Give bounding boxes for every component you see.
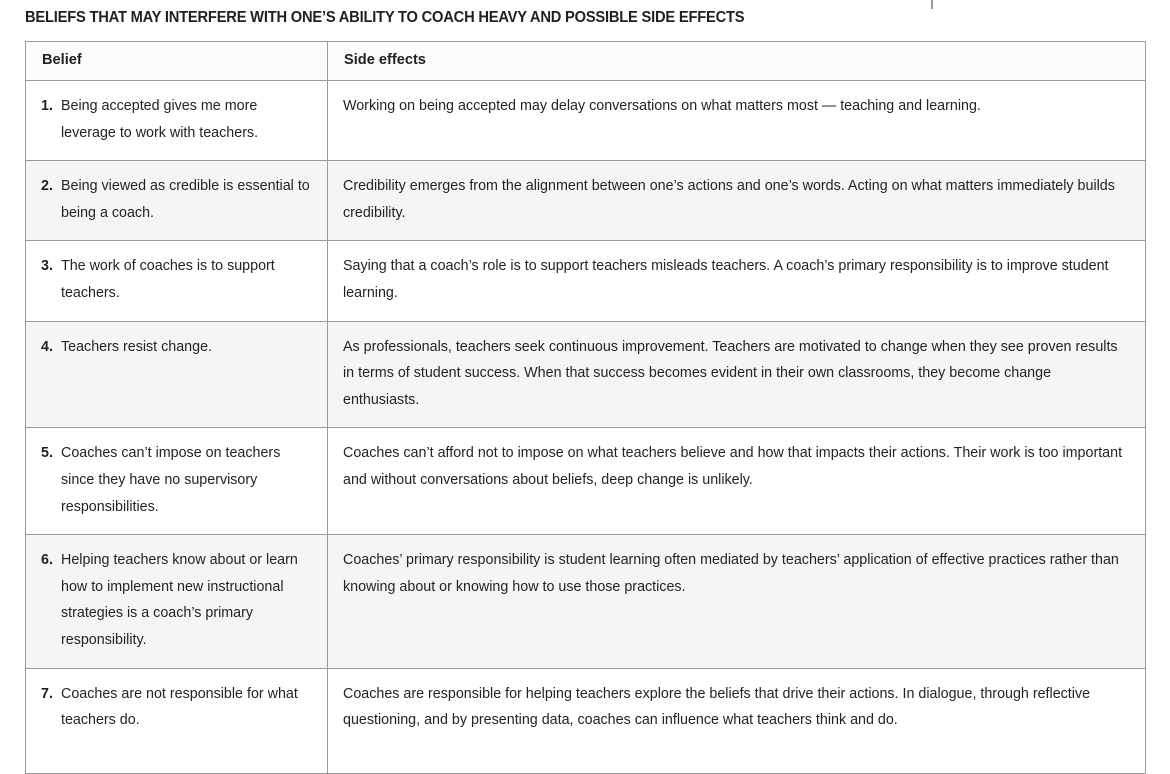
column-header-belief [26, 42, 328, 81]
side-effects-cell [328, 668, 1146, 773]
column-header-belief-label: Belief [42, 52, 82, 68]
belief-text: Coaches can’t impose on teachers since they have no supervisory responsibilities. [61, 445, 281, 515]
belief-number: 5. [41, 445, 53, 462]
beliefs-table-container [25, 41, 1145, 774]
column-header-side-effects [328, 42, 1146, 81]
table-row [26, 668, 1146, 773]
table-header-row [26, 42, 1146, 81]
belief-text: Being accepted gives me more leverage to work with teachers. [61, 98, 259, 141]
side-effects-text: Coaches can’t afford not to impose on what teachers believe and how that impacts their actions. Their work is too important and without conversations about beliefs, deep change is unlikely. [343, 445, 1123, 488]
belief-number: 1. [41, 98, 53, 114]
side-effects-text: Credibility emerges from the alignment between one’s actions and one’s words. Acting on what matters immediately builds credibility. [343, 178, 1115, 221]
side-effects-text: As professionals, teachers seek continuous improvement. Teachers are motivated to change when they see proven results in terms of student success. When that success becomes evident in their own classrooms, they become change enthusiasts. [343, 338, 1118, 408]
beliefs-table [25, 41, 1146, 774]
belief-cell [26, 668, 328, 773]
belief-number: 2. [41, 178, 53, 195]
side-effects-text: Coaches’ primary responsibility is student learning often mediated by teachers’ application of effective practices rather than knowing about or knowing how to use those practices. [343, 552, 1119, 595]
belief-cell [26, 321, 328, 428]
belief-number: 6. [41, 552, 53, 569]
table-row [26, 535, 1146, 668]
side-effects-cell [328, 428, 1146, 535]
side-effects-text: Working on being accepted may delay conversations on what matters most — teaching and learning. [343, 98, 981, 114]
belief-number: 3. [41, 258, 53, 275]
side-effects-cell [328, 81, 1146, 161]
side-effects-cell [328, 321, 1146, 428]
belief-cell [26, 161, 328, 241]
table-row [26, 241, 1146, 321]
table-body [26, 81, 1146, 774]
table-row [26, 81, 1146, 161]
side-effects-cell [328, 161, 1146, 241]
belief-text: Helping teachers know about or learn how to implement new instructional strategies is a coach’s primary responsibility. [61, 552, 298, 648]
side-effects-text: Coaches are responsible for helping teachers explore the beliefs that drive their actions. In dialogue, through reflective questioning, and by presenting data, coaches can influence what teachers think and do. [343, 685, 1091, 729]
table-row [26, 161, 1146, 241]
crop-mark-icon [931, 0, 933, 9]
belief-number: 7. [41, 685, 53, 702]
side-effects-cell [328, 535, 1146, 668]
table-row [26, 428, 1146, 535]
side-effects-cell [328, 241, 1146, 321]
page-title: BELIEFS THAT MAY INTERFERE WITH ONE’S ABILITY TO COACH HEAVY AND POSSIBLE SIDE EFFECTS [25, 9, 745, 26]
column-header-side-effects-label: Side effects [344, 52, 426, 68]
table-row [26, 321, 1146, 428]
belief-cell [26, 428, 328, 535]
belief-number: 4. [41, 338, 53, 355]
belief-cell [26, 241, 328, 321]
side-effects-text: Saying that a coach’s role is to support teachers misleads teachers. A coach’s primary responsibility is to improve student learning. [343, 258, 1109, 301]
belief-cell [26, 81, 328, 161]
belief-text: Coaches are not responsible for what teachers do. [61, 685, 298, 729]
belief-text: The work of coaches is to support teachers. [61, 258, 275, 301]
table-header [26, 42, 1146, 81]
belief-cell [26, 535, 328, 668]
belief-text: Being viewed as credible is essential to being a coach. [61, 178, 310, 221]
belief-text: Teachers resist change. [61, 338, 212, 355]
